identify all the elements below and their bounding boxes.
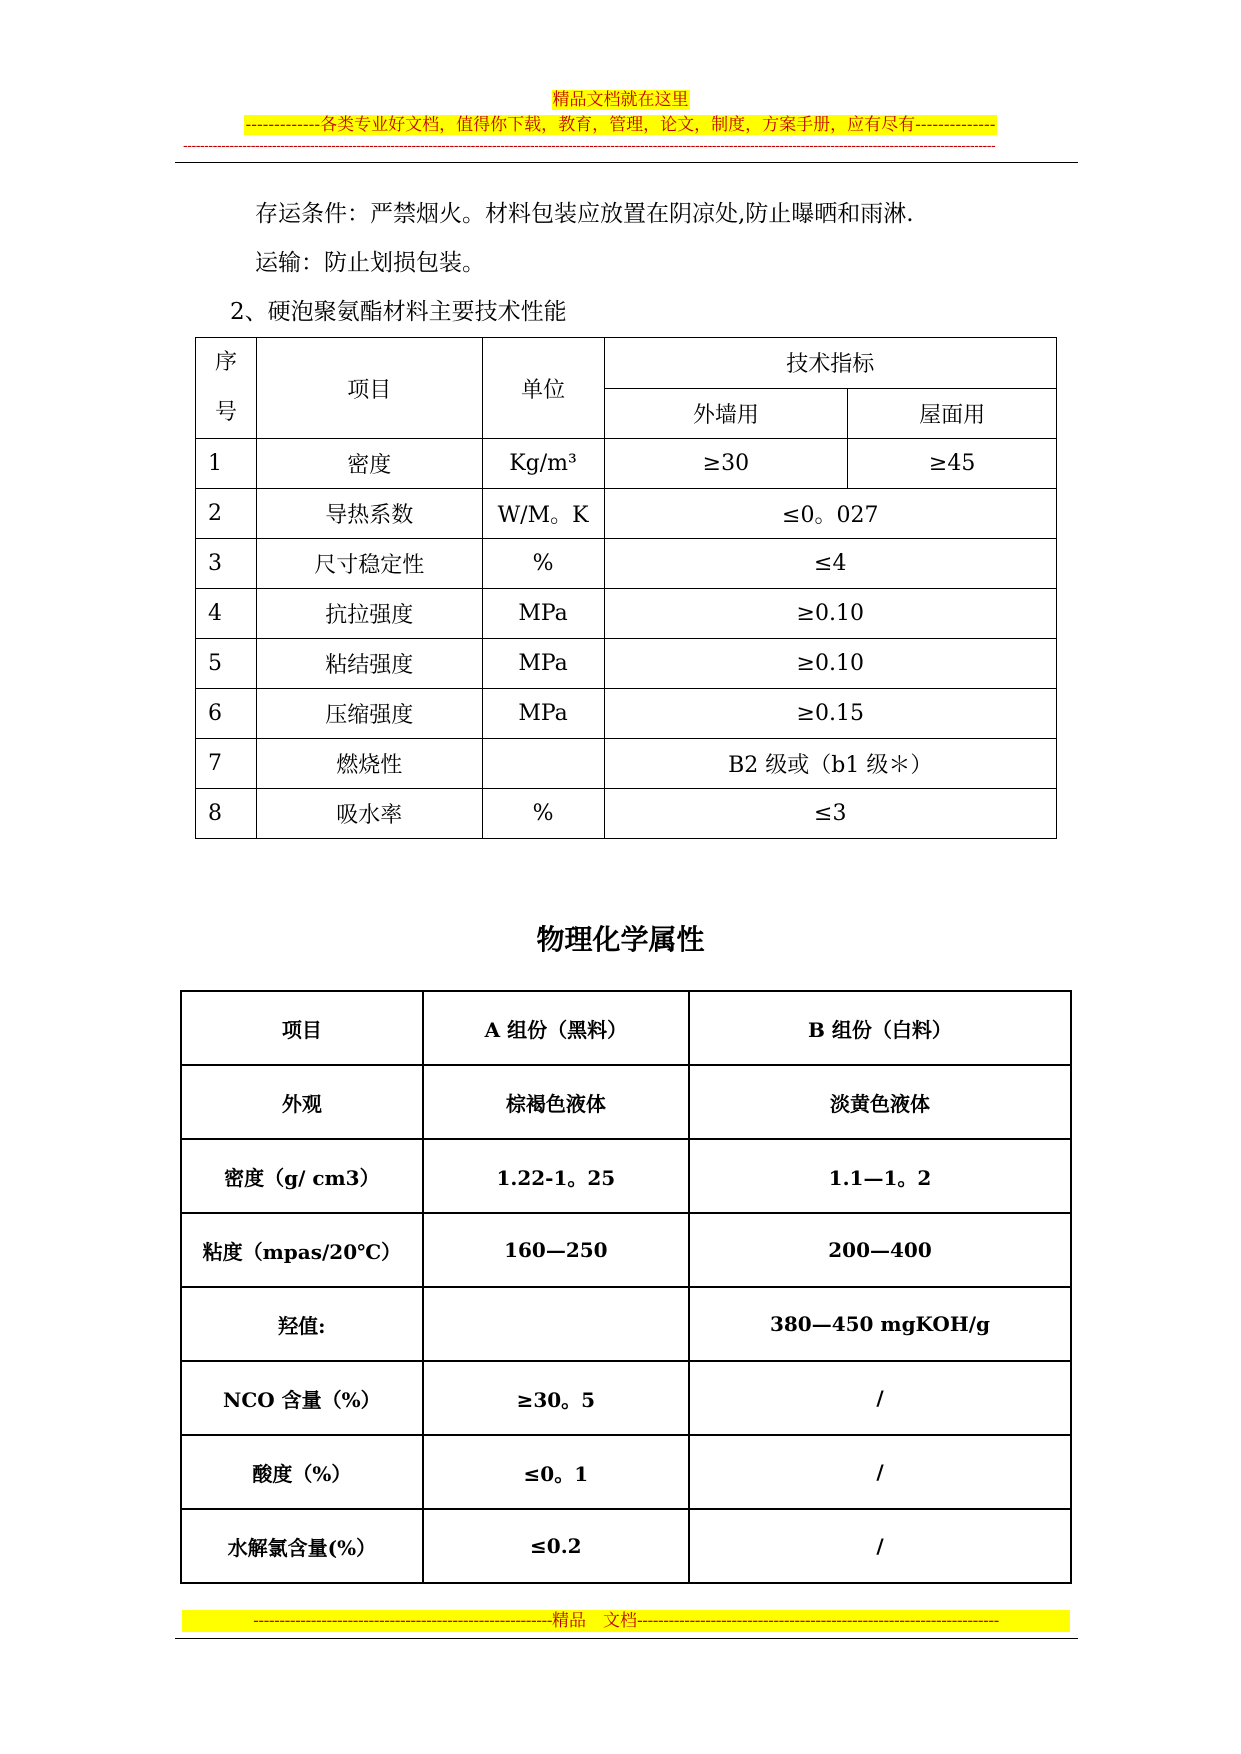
row-unit: Kg/m³: [482, 439, 604, 489]
header-roof: 屋面用: [848, 388, 1057, 439]
footer-banner: ---------------------------------------------------------精品 文档---------------------------------------------------------------------: [182, 1610, 1070, 1632]
row-no: 6: [196, 689, 257, 739]
row-item: 酸度（%）: [181, 1435, 423, 1509]
row-a-value: 1.22-1。25: [423, 1139, 689, 1213]
row-a-value: ≤0.2: [423, 1509, 689, 1583]
table-row: [196, 489, 1057, 539]
row-item: 羟值:: [181, 1287, 423, 1361]
row-no: 2: [196, 489, 257, 539]
header-unit: 单位: [482, 338, 604, 439]
header-component-b: B 组份（白料）: [689, 991, 1071, 1065]
table-row: [181, 1287, 1071, 1361]
header-title: 精品文档就在这里: [552, 90, 689, 110]
row-b-value: 380—450 mgKOH/g: [689, 1287, 1071, 1361]
table-row: [181, 1065, 1071, 1139]
row-b-value: 200—400: [689, 1213, 1071, 1287]
row-value: ≥0.10: [604, 589, 1056, 639]
row-no: 7: [196, 739, 257, 789]
table-row: [196, 739, 1057, 789]
header-tagline: -------------各类专业好文档，值得你下载，教育，管理，论文，制度，方案手册，应有尽有--------------: [245, 115, 996, 135]
row-item: 吸水率: [256, 789, 482, 839]
row-item: 燃烧性: [256, 739, 482, 789]
footer-text: 精品 文档: [552, 1611, 638, 1631]
table-row: [196, 639, 1057, 689]
table-header-row: [181, 991, 1071, 1065]
storage-conditions-text: 存运条件：严禁烟火。材料包装应放置在阴凉处,防止曝晒和雨淋.: [255, 201, 914, 227]
table-row: [181, 1213, 1071, 1287]
row-b-value: 淡黄色液体: [689, 1065, 1071, 1139]
table-row: [181, 1509, 1071, 1583]
row-item: 尺寸稳定性: [256, 539, 482, 589]
row-item: 密度（g/ cm3）: [181, 1139, 423, 1213]
header-dash-line: ------------------------------------------------------------------------------------------------------------------------------------------------------------------------------------------------: [183, 139, 996, 153]
row-wall-value: ≥30: [604, 439, 848, 489]
row-value: B2 级或（b1 级＊）: [604, 739, 1056, 789]
row-value: ≥0.15: [604, 689, 1056, 739]
row-b-value: /: [689, 1509, 1071, 1583]
row-a-value: 160—250: [423, 1213, 689, 1287]
row-unit: MPa: [482, 639, 604, 689]
header-wall: 外墙用: [604, 388, 848, 439]
row-b-value: /: [689, 1361, 1071, 1435]
row-value: ≤4: [604, 539, 1056, 589]
row-unit: %: [482, 789, 604, 839]
table-row: [181, 1435, 1071, 1509]
table-row: [196, 789, 1057, 839]
row-item: 水解氯含量(%）: [181, 1509, 423, 1583]
properties-title: 物理化学属性: [536, 923, 705, 956]
row-item: 抗拉强度: [256, 589, 482, 639]
row-item: 粘度（mpas/20℃）: [181, 1213, 423, 1287]
table-row: [181, 1139, 1071, 1213]
header-rule: [175, 162, 1078, 163]
header-item: 项目: [181, 991, 423, 1065]
row-a-value: [423, 1287, 689, 1361]
row-item: 粘结强度: [256, 639, 482, 689]
row-roof-value: ≥45: [848, 439, 1057, 489]
row-no: 5: [196, 639, 257, 689]
row-unit: W/M。K: [482, 489, 604, 539]
row-value: ≤3: [604, 789, 1056, 839]
row-unit: MPa: [482, 589, 604, 639]
tech-performance-table: [195, 337, 1057, 839]
table-row: [196, 439, 1057, 489]
row-a-value: ≥30。5: [423, 1361, 689, 1435]
table-row: [181, 1361, 1071, 1435]
table-header-row: [196, 338, 1057, 389]
row-value: ≤0。027: [604, 489, 1056, 539]
table-row: [196, 539, 1057, 589]
row-a-value: 棕褐色液体: [423, 1065, 689, 1139]
row-item: 密度: [256, 439, 482, 489]
row-item: 外观: [181, 1065, 423, 1139]
row-no: 3: [196, 539, 257, 589]
row-unit: %: [482, 539, 604, 589]
row-unit: [482, 739, 604, 789]
header-item: 项目: [256, 338, 482, 439]
row-no: 8: [196, 789, 257, 839]
table-row: [196, 589, 1057, 639]
row-no: 4: [196, 589, 257, 639]
row-item: 压缩强度: [256, 689, 482, 739]
header-spec: 技术指标: [604, 338, 1056, 389]
transport-text: 运输：防止划损包装。: [255, 250, 485, 276]
header-component-a: A 组份（黑料）: [423, 991, 689, 1065]
row-item: 导热系数: [256, 489, 482, 539]
table-row: [196, 689, 1057, 739]
properties-table: [180, 990, 1072, 1584]
footer-rule: [175, 1638, 1078, 1639]
row-unit: MPa: [482, 689, 604, 739]
section-heading: 2、硬泡聚氨酯材料主要技术性能: [230, 299, 567, 325]
header-seq: 序 号: [196, 338, 257, 439]
row-a-value: ≤0。1: [423, 1435, 689, 1509]
row-value: ≥0.10: [604, 639, 1056, 689]
row-b-value: 1.1—1。2: [689, 1139, 1071, 1213]
row-item: NCO 含量（%）: [181, 1361, 423, 1435]
row-no: 1: [196, 439, 257, 489]
row-b-value: /: [689, 1435, 1071, 1509]
